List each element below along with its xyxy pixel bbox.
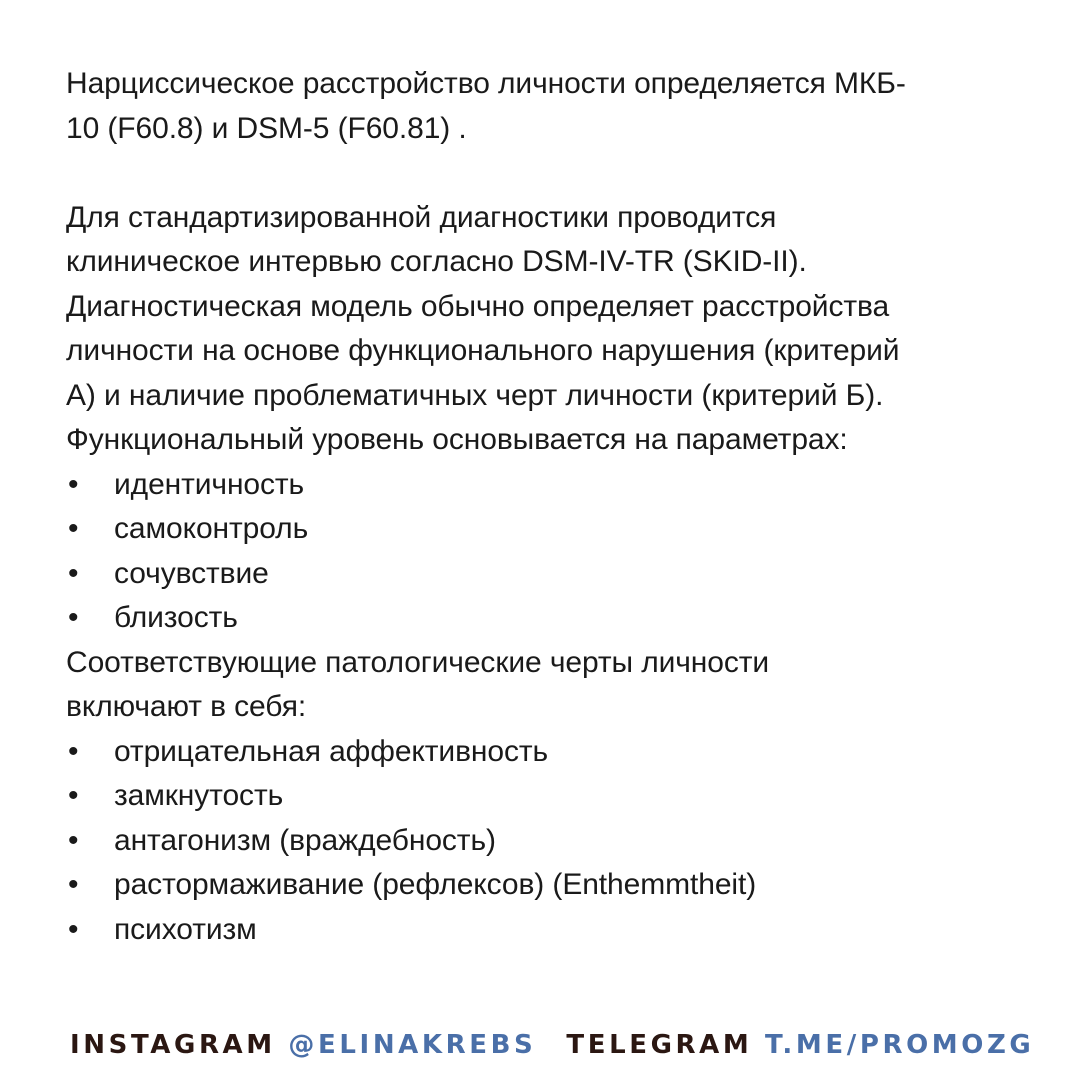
list-item-text: самоконтроль xyxy=(114,512,309,545)
bullet-icon: • xyxy=(68,512,79,545)
functional-params-list xyxy=(66,463,1026,641)
list-item xyxy=(66,507,1026,552)
bullet-icon: • xyxy=(68,912,79,946)
bullet-icon: • xyxy=(68,734,79,768)
bullet-icon: • xyxy=(68,467,79,501)
list-item xyxy=(66,908,1026,953)
diagnostics-line-2: клиническое интервью согласно DSM-IV-TR (SKID-II). xyxy=(66,245,807,278)
instagram-label: INSTAGRAM xyxy=(70,1030,276,1060)
intro-paragraph xyxy=(66,62,1026,151)
list-item-text: растормаживание (рефлексов) (Enthemmtheit) xyxy=(114,868,757,901)
paragraph-gap xyxy=(66,151,1026,196)
traits-intro-line-1: Соответствующие патологические черты личности xyxy=(66,645,770,679)
list-item xyxy=(66,730,1026,775)
article-body xyxy=(66,62,1026,952)
telegram-label: TELEGRAM xyxy=(566,1030,753,1060)
list-item-text: идентичность xyxy=(114,467,305,501)
bullet-icon: • xyxy=(68,601,79,634)
diagnostics-line-6: Функциональный уровень основывается на параметрах: xyxy=(66,423,848,456)
diagnostics-line-1: Для стандартизированной диагностики проводится xyxy=(66,200,777,234)
social-footer xyxy=(70,1027,1035,1063)
bullet-icon: • xyxy=(68,823,79,857)
list-item-text: психотизм xyxy=(114,912,257,946)
list-item-text: антагонизм (враждебность) xyxy=(114,823,496,857)
list-item xyxy=(66,819,1026,864)
list-item-text: близость xyxy=(114,601,238,634)
traits-intro-line-2: включают в себя: xyxy=(66,690,307,723)
list-item xyxy=(66,774,1026,819)
traits-list xyxy=(66,730,1026,953)
list-item xyxy=(66,596,1026,641)
list-item xyxy=(66,863,1026,908)
bullet-icon: • xyxy=(68,868,79,901)
diagnostics-line-5: А) и наличие проблематичных черт личности (критерий Б). xyxy=(66,378,884,412)
list-item xyxy=(66,552,1026,597)
diagnostics-paragraph xyxy=(66,196,1026,463)
bullet-icon: • xyxy=(68,556,79,590)
list-item-text: отрицательная аффективность xyxy=(114,734,549,768)
telegram-handle: T.ME/PROMOZG xyxy=(765,1030,1035,1060)
intro-line-2: 10 (F60.8) и DSM-5 (F60.81) . xyxy=(66,111,467,145)
list-item-text: замкнутость xyxy=(114,779,284,812)
bullet-icon: • xyxy=(68,779,79,812)
list-item xyxy=(66,463,1026,508)
list-item-text: сочувствие xyxy=(114,556,269,590)
instagram-handle: @ELINAKREBS xyxy=(288,1030,537,1060)
intro-line-1: Нарциссическое расстройство личности определяется МКБ- xyxy=(66,67,906,100)
diagnostics-line-4: личности на основе функционального нарушения (критерий xyxy=(66,334,900,367)
traits-intro-paragraph xyxy=(66,641,1026,730)
diagnostics-line-3: Диагностическая модель обычно определяет расстройства xyxy=(66,289,890,323)
